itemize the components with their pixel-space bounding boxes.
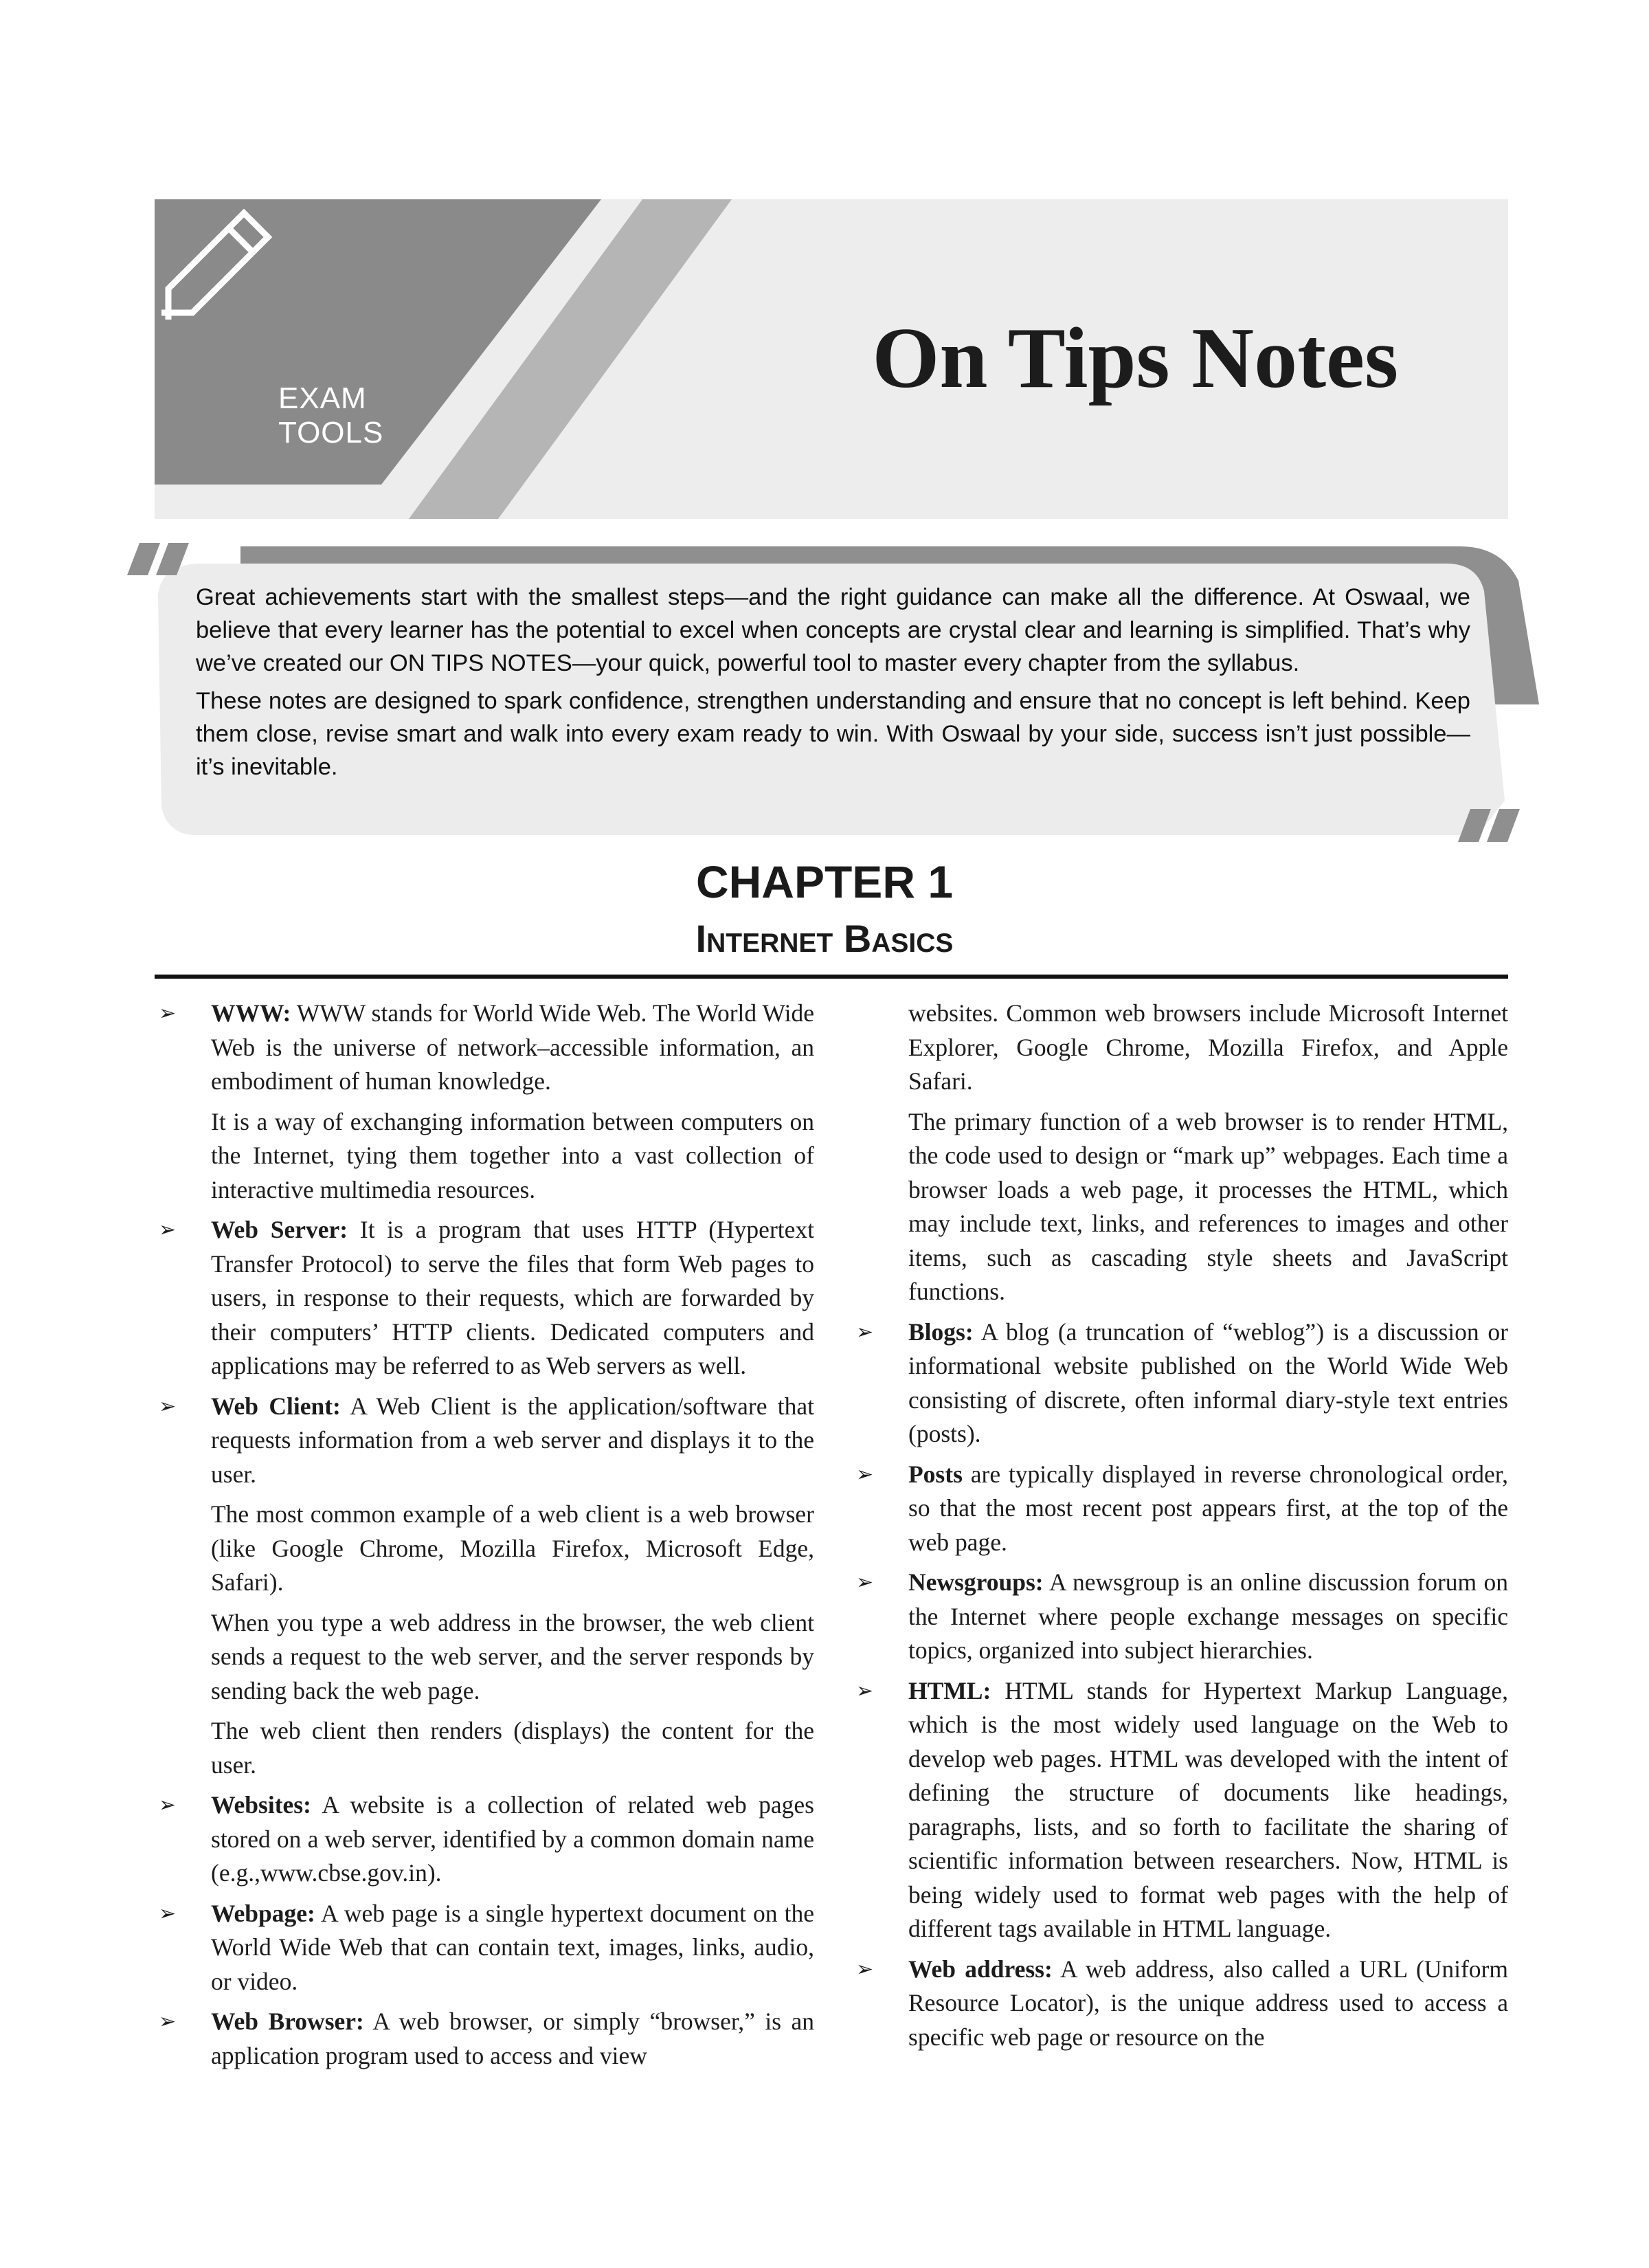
web-browser-text-cont-2: The primary function of a web browser is to render HTML, the code used to design or “mark up” webpages. Each time a browser loads a web page, it processes the HTML, which may include text, links, and references to images and other items, such as cascading style sheets and JavaScript functions. xyxy=(908,1107,1508,1305)
term-web-client: Web Client: xyxy=(211,1392,341,1420)
chapter-title: Internet Basics xyxy=(695,917,954,960)
term-websites: Websites: xyxy=(211,1791,311,1819)
www-text-1: WWW stands for World Wide Web. The World Wide Web is the universe of network–accessible information, an embodiment of human knowledge. xyxy=(211,999,814,1095)
term-web-server: Web Server: xyxy=(211,1216,348,1243)
intro-paragraph-2: These notes are designed to spark confidence, strengthen understanding and ensure that no concept is left behind. Keep them close, revise smart and walk into every exam ready to win. With Oswaal by your side, success isn’t just possible—it’s inevitable. xyxy=(196,688,1470,780)
left-column xyxy=(155,997,814,2079)
web-client-text-1: A Web Client is the application/software that requests information from a web server and displays it to the user. xyxy=(211,1392,814,1488)
term-www: WWW: xyxy=(211,999,291,1027)
pencil-edit-icon xyxy=(155,199,292,337)
web-server-text: It is a program that uses HTTP (Hypertext Transfer Protocol) to serve the files that form Web pages to users, in response to their requests, which are forwarded by their computers’ HTTP clients. Dedicated computers and applications may be referred to as Web servers as well. xyxy=(211,1216,814,1379)
right-column xyxy=(852,997,1508,2060)
list-item-web-browser xyxy=(155,2005,814,2073)
bullet-arrow-icon: ➢ xyxy=(159,2010,177,2034)
intro-paragraph-1: Great achievements start with the smallest steps—and the right guidance can make all the difference. At Oswaal, we believe that every learner has the potential to excel when concepts are crystal clear and learning is simplified. That’s why we’ve created our ON TIPS NOTES—your quick, powerful tool to master every chapter from the syllabus. xyxy=(196,584,1470,676)
chapter-number: CHAPTER 1 xyxy=(695,856,954,907)
list-item-www xyxy=(155,997,814,1207)
badge-line-2: TOOLS xyxy=(278,416,384,449)
term-web-browser: Web Browser: xyxy=(211,2008,364,2035)
html-text: HTML stands for Hypertext Markup Language, which is the most widely used language on the Web to develop web pages. HTML was developed with the intent of defining the structure of documents like headings, paragraphs, lists, and so forth to facilitate the sharing of scientific information between researchers. Now, HTML is being widely used to format web pages with the help of different tags available in HTML language. xyxy=(908,1676,1509,1942)
exam-tools-label xyxy=(278,381,383,450)
web-client-text-4: The web client then renders (displays) the content for the user. xyxy=(211,1717,814,1779)
term-newsgroups: Newsgroups: xyxy=(908,1568,1044,1596)
list-item-newsgroups xyxy=(852,1566,1508,1668)
bullet-arrow-icon: ➢ xyxy=(856,1957,874,1981)
web-client-text-2: The most common example of a web client is a web browser (like Google Chrome, Mozilla Firefox, Microsoft Edge, Safari). xyxy=(211,1500,814,1596)
term-web-address: Web address: xyxy=(908,1955,1053,1983)
web-browser-text-cont-1: websites. Common web browsers include Microsoft Internet Explorer, Google Chrome, Mozilla Firefox, and Apple Safari. xyxy=(908,999,1508,1095)
list-item-websites xyxy=(155,1788,814,1891)
web-client-text-3: When you type a web address in the browser, the web client sends a request to the web server, and the server responds by sending back the web page. xyxy=(211,1608,814,1704)
bullet-arrow-icon: ➢ xyxy=(856,1570,874,1594)
list-item-posts xyxy=(852,1458,1508,1560)
bullet-arrow-icon: ➢ xyxy=(159,1901,177,1926)
webpage-text: A web page is a single hypertext document on the World Wide Web that can contain text, images, links, audio, or video. xyxy=(211,1899,814,1995)
list-item-web-address xyxy=(852,1953,1508,2055)
chapter-divider xyxy=(155,975,1508,979)
list-item-web-client xyxy=(155,1390,814,1783)
blogs-text: A blog (a truncation of “weblog”) is a discussion or informational website published on the World Wide Web consisting of discrete, often informal diary-style text entries (posts). xyxy=(908,1318,1508,1447)
web-browser-continued xyxy=(852,997,1508,1309)
term-webpage: Webpage: xyxy=(211,1899,315,1927)
badge-line-1: EXAM xyxy=(278,381,367,415)
list-item-blogs xyxy=(852,1315,1508,1452)
bullet-arrow-icon: ➢ xyxy=(159,1218,177,1242)
page-title: On Tips Notes xyxy=(872,311,1398,406)
term-blogs: Blogs: xyxy=(908,1318,974,1346)
websites-text: A website is a collection of related web pages stored on a web server, identified by a common domain name (e.g.,www.cbse.gov.in). xyxy=(211,1791,814,1887)
intro-quote-box xyxy=(120,540,1543,845)
list-item-html xyxy=(852,1674,1508,1946)
posts-text: are typically displayed in reverse chronological order, so that the most recent post appears first, at the top of the web page. xyxy=(908,1460,1509,1556)
newsgroups-text: A newsgroup is an online discussion forum on the Internet where people exchange messages on specific topics, organized into subject hierarchies. xyxy=(908,1568,1509,1664)
web-browser-text: A web browser, or simply “browser,” is an application program used to access and view xyxy=(211,2008,814,2069)
list-item-webpage xyxy=(155,1897,814,1999)
list-item-web-server xyxy=(155,1213,814,1383)
bullet-arrow-icon: ➢ xyxy=(159,1001,177,1025)
bullet-arrow-icon: ➢ xyxy=(856,1462,874,1487)
header-banner xyxy=(155,199,1508,519)
web-address-text: A web address, also called a URL (Uniform Resource Locator), is the unique address used to access a specific web page or resource on the xyxy=(908,1955,1508,2051)
intro-text xyxy=(196,581,1470,788)
bullet-arrow-icon: ➢ xyxy=(856,1320,874,1344)
bullet-arrow-icon: ➢ xyxy=(159,1793,177,1817)
term-html: HTML: xyxy=(908,1676,991,1704)
term-posts: Posts xyxy=(908,1460,963,1488)
www-text-2: It is a way of exchanging information between computers on the Internet, tying them together into a vast collection of interactive multimedia resources. xyxy=(211,1107,814,1203)
bullet-arrow-icon: ➢ xyxy=(159,1394,177,1419)
bullet-arrow-icon: ➢ xyxy=(856,1678,874,1703)
